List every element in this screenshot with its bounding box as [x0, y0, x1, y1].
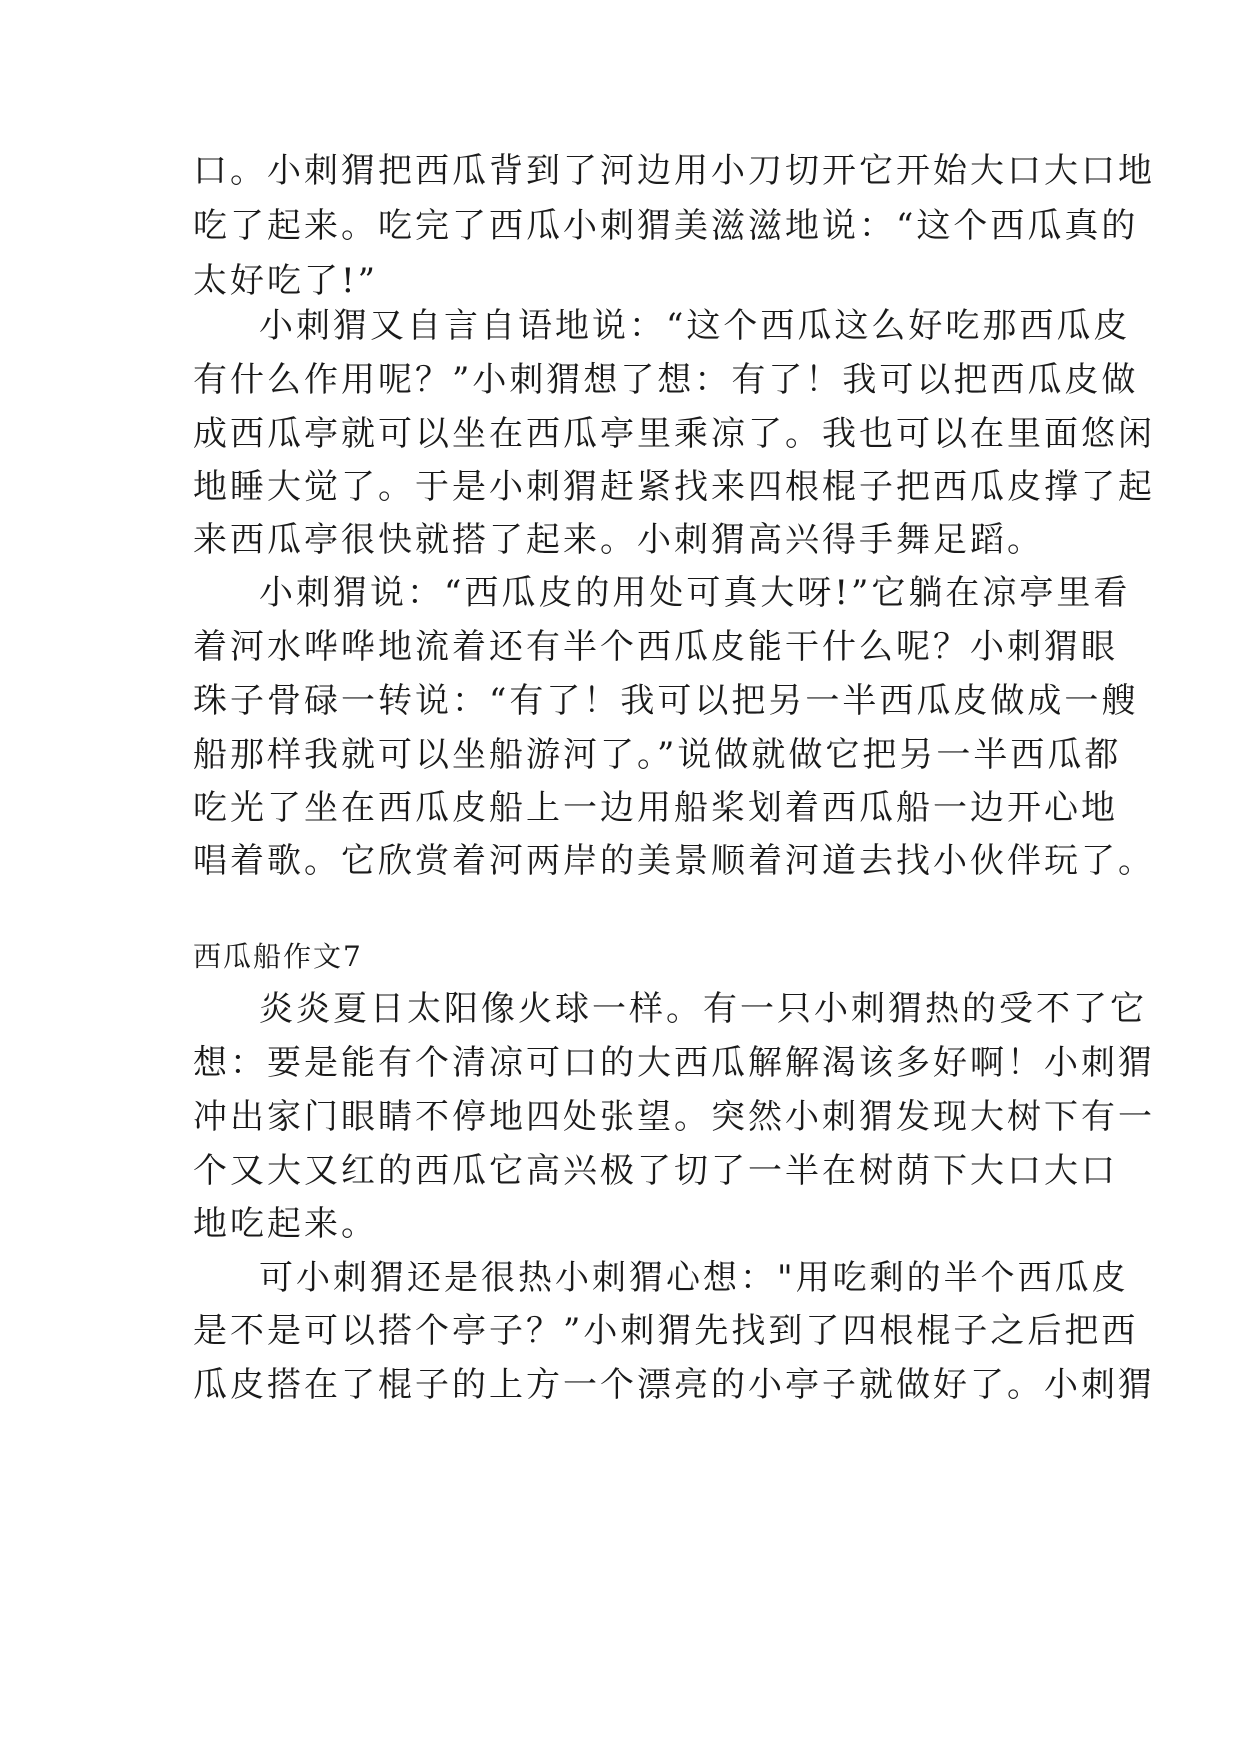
paragraph-line: 炎炎夏日太阳像火球一样。有一只小刺猬热的受不了它 [259, 989, 1147, 1029]
paragraph-line: 地睡大觉了。于是小刺猬赶紧找来四根棍子把西瓜皮撑了起 [193, 467, 1155, 507]
paragraph-line: 吃光了坐在西瓜皮船上一边用船桨划着西瓜船一边开心地 [193, 788, 1118, 828]
paragraph-line: 地吃起来。 [193, 1204, 378, 1244]
essay-title: 西瓜船作文7 [193, 940, 363, 973]
paragraph-line: 唱着歌。它欣赏着河两岸的美景顺着河道去找小伙伴玩了。 [193, 841, 1155, 881]
paragraph-line: 口。小刺猬把西瓜背到了河边用小刀切开它开始大口大口地 [193, 151, 1155, 191]
paragraph-line: 想：要是能有个清凉可口的大西瓜解解渴该多好啊！小刺猬 [193, 1043, 1155, 1083]
paragraph-line: 珠子骨碌一转说：“有了！我可以把另一半西瓜皮做成一艘 [193, 681, 1139, 721]
paragraph-line: 是不是可以搭个亭子？”小刺猬先找到了四根棍子之后把西 [193, 1311, 1139, 1351]
paragraph-line: 瓜皮搭在了棍子的上方一个漂亮的小亭子就做好了。小刺猬 [193, 1365, 1155, 1405]
paragraph-line: 个又大又红的西瓜它高兴极了切了一半在树荫下大口大口 [193, 1151, 1118, 1191]
paragraph-line: 小刺猬又自言自语地说：“这个西瓜这么好吃那西瓜皮 [259, 306, 1131, 346]
paragraph-line: 冲出家门眼睛不停地四处张望。突然小刺猬发现大树下有一 [193, 1097, 1155, 1137]
paragraph-line: 着河水哗哗地流着还有半个西瓜皮能干什么呢？小刺猬眼 [193, 627, 1118, 667]
paragraph-line: 来西瓜亭很快就搭了起来。小刺猬高兴得手舞足蹈。 [193, 520, 1044, 560]
paragraph-line: 太好吃了!” [193, 261, 379, 301]
paragraph-line: 成西瓜亭就可以坐在西瓜亭里乘凉了。我也可以在里面悠闲 [193, 414, 1155, 454]
paragraph-line: 可小刺猬还是很热小刺猬心想："用吃剩的半个西瓜皮 [259, 1258, 1129, 1298]
paragraph-line: 船那样我就可以坐船游河了。”说做就做它把另一半西瓜都 [193, 735, 1122, 775]
paragraph-line: 有什么作用呢？”小刺猬想了想：有了！我可以把西瓜皮做 [193, 360, 1139, 400]
paragraph-line: 吃了起来。吃完了西瓜小刺猬美滋滋地说：“这个西瓜真的 [193, 206, 1139, 246]
paragraph-line: 小刺猬说：“西瓜皮的用处可真大呀!”它躺在凉亭里看 [259, 573, 1131, 613]
